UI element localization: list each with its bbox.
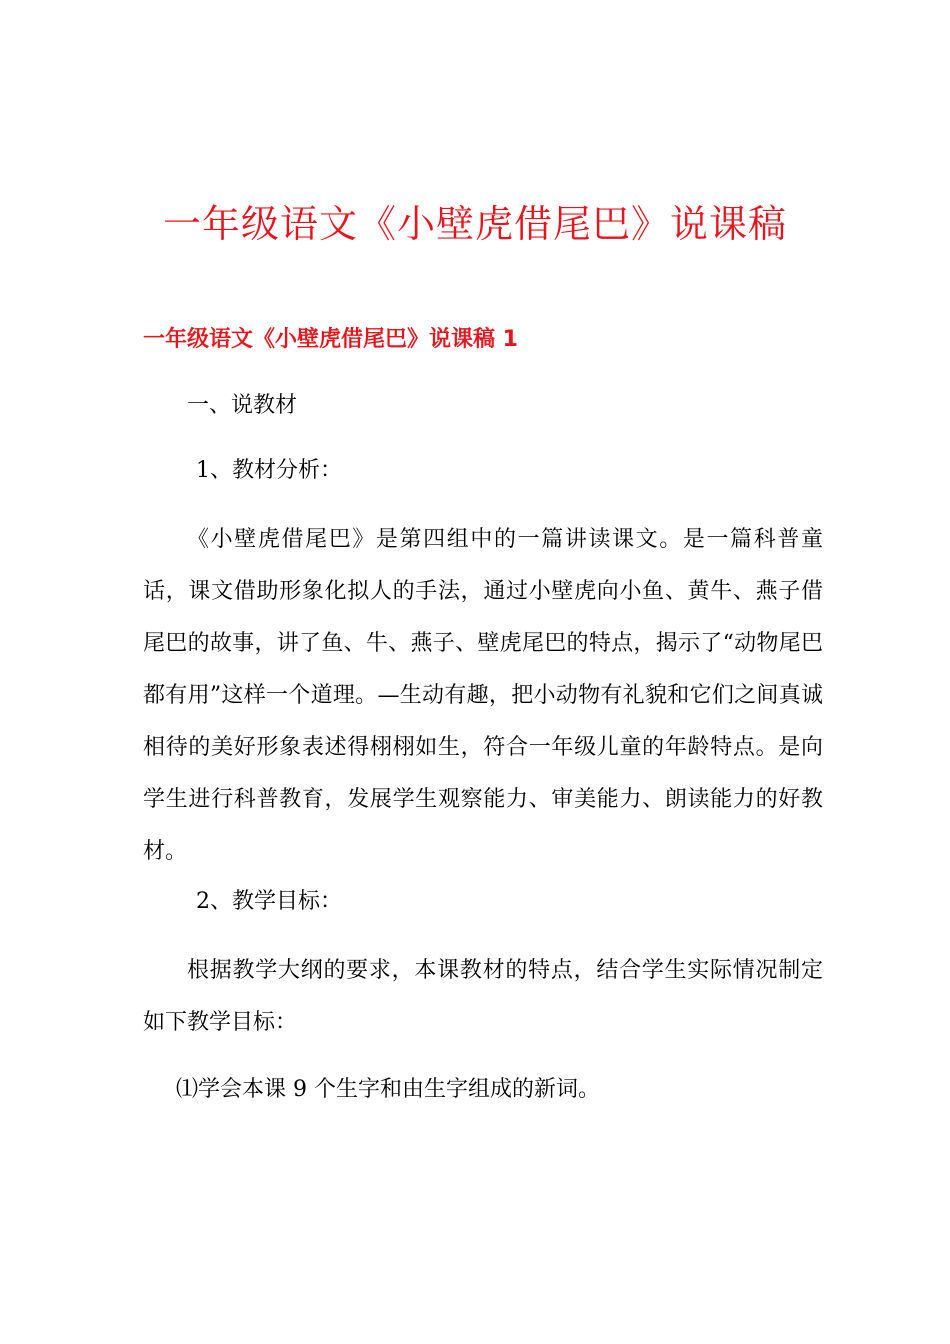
section-heading: 一年级语文《小壁虎借尾巴》说课稿 1: [143, 327, 518, 352]
paragraph-material-analysis: 《小壁虎借尾巴》是第四组中的一篇讲读课文。是一篇科普童话，课文借助形象化拟人的手法，通过小壁虎向小鱼、黄牛、燕子借尾巴的故事，讲了鱼、牛、燕子、壁虎尾巴的特点，揭示了“动物尾巴都有用”这样一个道理。—生动有趣，把小动物有礼貌和它们之间真诚相待的美好形象表述得栩栩如生，符合一年级儿童的年龄特点。是向学生进行科普教育，发展学生观察能力、审美能力、朗读能力的好教材。: [143, 527, 823, 864]
item-heading-material-analysis: 1、教材分析：: [196, 458, 342, 483]
paragraph-teaching-goals: 根据教学大纲的要求，本课教材的特点，结合学生实际情况制定如下教学目标：: [143, 958, 823, 1035]
objective-item-1: ⑴学会本课 9 个生字和由生字组成的新词。: [176, 1077, 600, 1102]
document-title: 一年级语文《小壁虎借尾巴》说课稿: [162, 202, 787, 246]
part-heading-textbook: 一、说教材: [187, 393, 298, 418]
item-heading-teaching-goals: 2、教学目标：: [196, 889, 342, 914]
